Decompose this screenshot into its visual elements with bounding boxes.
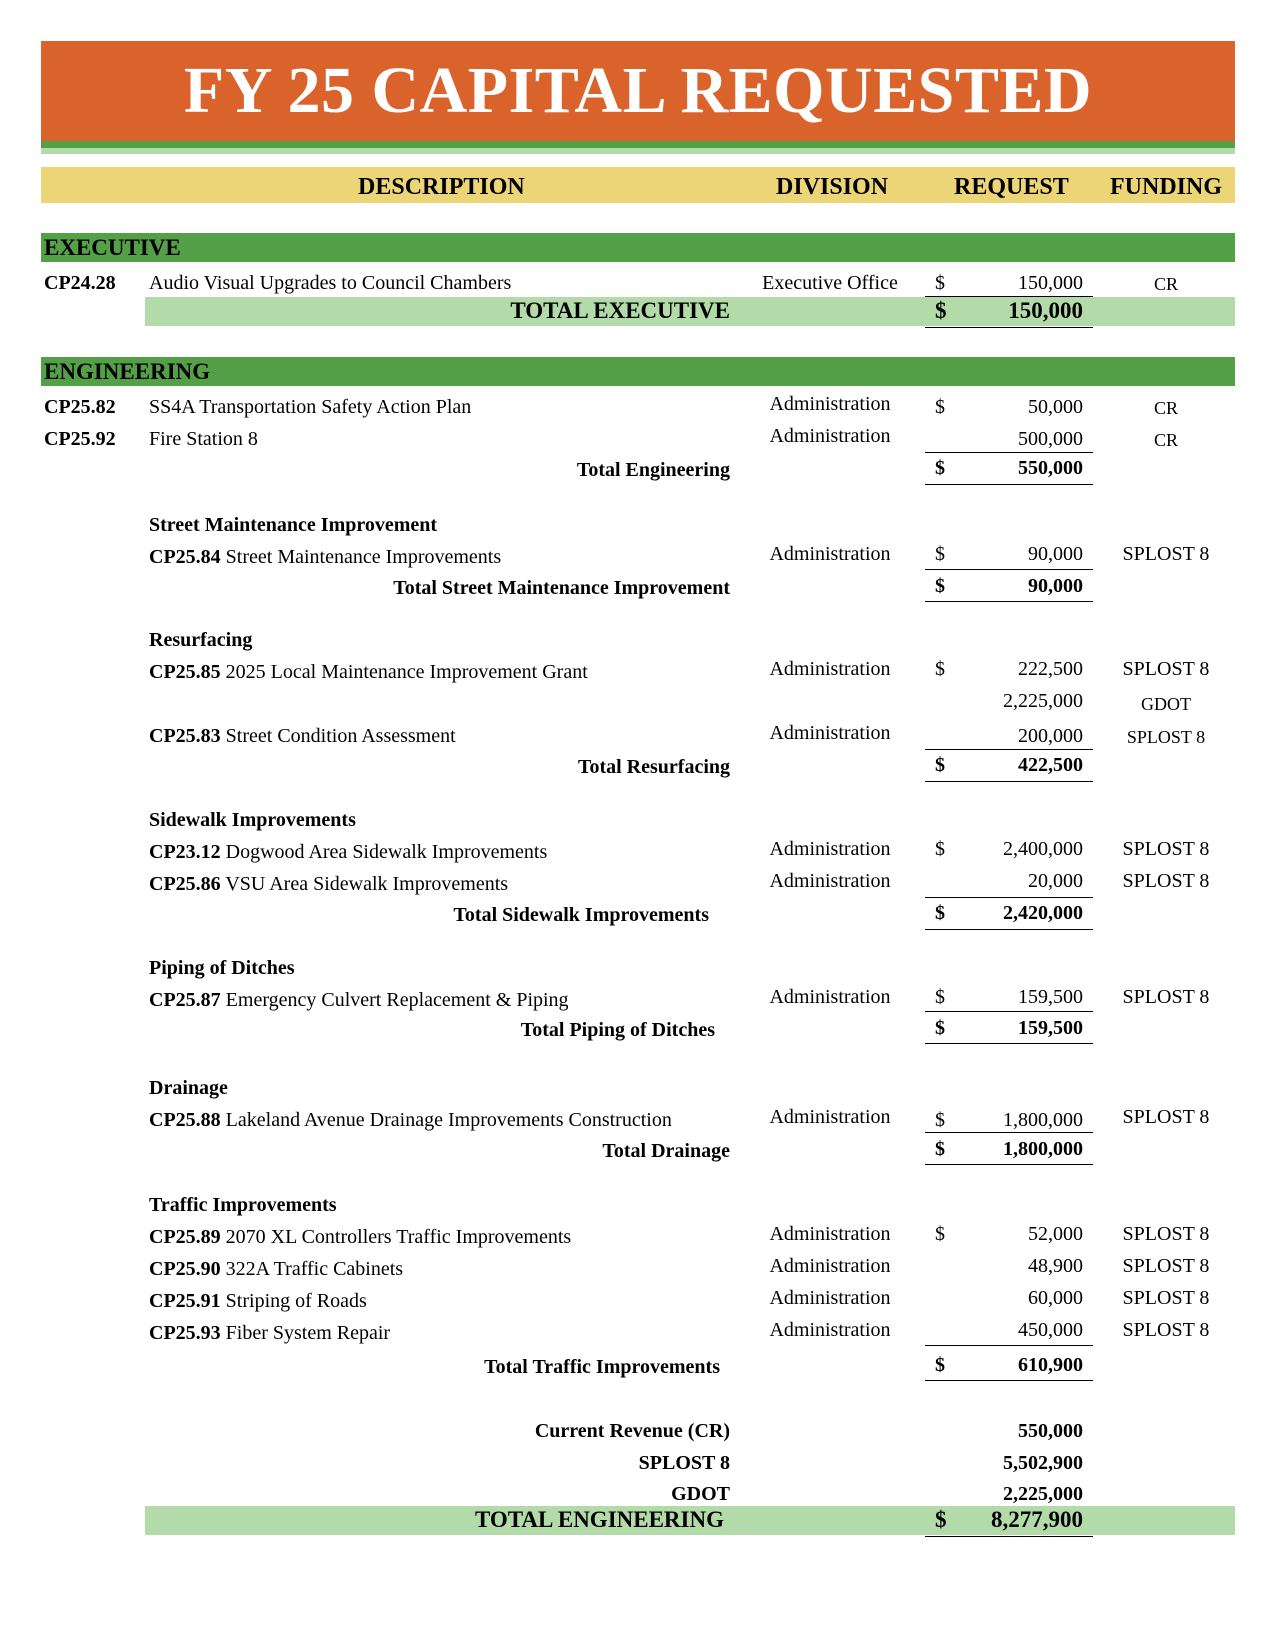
request-amount: 2,225,000 bbox=[1003, 690, 1083, 712]
division: Administration bbox=[769, 1319, 891, 1341]
project-description: SS4A Transportation Safety Action Plan bbox=[149, 396, 472, 418]
dollar-sign: $ bbox=[935, 838, 945, 860]
dollar-sign: $ bbox=[935, 1507, 947, 1532]
division: Administration bbox=[769, 393, 891, 415]
division: Executive Office bbox=[762, 272, 898, 294]
project-code: CP25.92 bbox=[44, 428, 116, 450]
dollar-sign: $ bbox=[935, 1017, 945, 1039]
project-code: CP25.86 bbox=[149, 873, 221, 895]
total-amount-piping: 159,500 bbox=[1018, 1017, 1083, 1039]
funding-summary-amount: 550,000 bbox=[1018, 1420, 1083, 1442]
funding-source: CR bbox=[1153, 430, 1178, 450]
dollar-sign: $ bbox=[935, 1138, 945, 1160]
dollar-sign: $ bbox=[935, 272, 945, 294]
total-amount-resurfacing: 422,500 bbox=[1018, 754, 1083, 776]
project-description: Street Maintenance Improvements bbox=[225, 546, 502, 568]
section-label-executive: EXECUTIVE bbox=[44, 235, 181, 260]
column-header-funding: FUNDING bbox=[1110, 174, 1222, 200]
total-underline bbox=[925, 1164, 1093, 1165]
dollar-sign: $ bbox=[935, 396, 945, 418]
project-description: Striping of Roads bbox=[225, 1290, 367, 1312]
column-header-description: DESCRIPTION bbox=[358, 174, 525, 200]
project-description: Dogwood Area Sidewalk Improvements bbox=[225, 841, 548, 863]
grand-total-amount-engineering: 8,277,900 bbox=[991, 1507, 1083, 1532]
amount-underline bbox=[925, 897, 1093, 898]
dollar-sign: $ bbox=[935, 986, 945, 1008]
division: Administration bbox=[769, 1223, 891, 1245]
funding-source: SPLOST 8 bbox=[1122, 1255, 1210, 1277]
request-amount: 50,000 bbox=[1028, 396, 1083, 418]
subsection-heading-street-maintenance: Street Maintenance Improvement bbox=[149, 514, 438, 536]
dollar-sign: $ bbox=[935, 1354, 945, 1376]
project-description: Emergency Culvert Replacement & Piping bbox=[225, 989, 569, 1011]
funding-source: SPLOST 8 bbox=[1122, 1223, 1210, 1245]
total-underline bbox=[925, 781, 1093, 782]
section-bar-engineering bbox=[41, 357, 1235, 386]
total-amount-street-maintenance: 90,000 bbox=[1028, 575, 1083, 597]
amount-underline bbox=[925, 452, 1093, 453]
funding-source: SPLOST 8 bbox=[1122, 1287, 1210, 1309]
division: Administration bbox=[769, 658, 891, 680]
funding-source: CR bbox=[1153, 398, 1178, 418]
project-code: CP25.85 bbox=[149, 661, 221, 683]
total-amount-sidewalk: 2,420,000 bbox=[1003, 902, 1083, 924]
total-label-piping: Total Piping of Ditches bbox=[520, 1019, 715, 1041]
total-label-traffic: Total Traffic Improvements bbox=[484, 1356, 720, 1378]
request-amount: 2,400,000 bbox=[1003, 838, 1083, 860]
request-amount: 52,000 bbox=[1028, 1223, 1083, 1245]
request-amount: 48,900 bbox=[1028, 1255, 1083, 1277]
project-code: CP25.90 bbox=[149, 1258, 221, 1280]
project-code: CP25.91 bbox=[149, 1290, 221, 1312]
total-underline bbox=[925, 929, 1093, 930]
dollar-sign: $ bbox=[935, 575, 945, 597]
total-amount-drainage: 1,800,000 bbox=[1003, 1138, 1083, 1160]
request-amount: 500,000 bbox=[1018, 428, 1083, 450]
column-header-division: DIVISION bbox=[776, 174, 889, 200]
subsection-heading-resurfacing: Resurfacing bbox=[149, 629, 253, 651]
dollar-sign: $ bbox=[935, 543, 945, 565]
total-label-sidewalk: Total Sidewalk Improvements bbox=[453, 904, 709, 926]
total-amount-executive: 150,000 bbox=[1008, 298, 1083, 323]
grand-total-label-engineering: TOTAL ENGINEERING bbox=[474, 1507, 724, 1532]
project-description: Fiber System Repair bbox=[225, 1322, 391, 1344]
dollar-sign: $ bbox=[935, 658, 945, 680]
dollar-sign: $ bbox=[935, 1223, 945, 1245]
project-code: CP25.89 bbox=[149, 1226, 221, 1248]
funding-source: SPLOST 8 bbox=[1122, 986, 1210, 1008]
total-underline bbox=[925, 1536, 1093, 1537]
total-label-engineering: Total Engineering bbox=[576, 459, 730, 481]
request-amount: 1,800,000 bbox=[1003, 1109, 1083, 1131]
funding-source: SPLOST 8 bbox=[1122, 1106, 1210, 1128]
request-amount: 20,000 bbox=[1028, 870, 1083, 892]
request-amount: 222,500 bbox=[1018, 658, 1083, 680]
banner-stripe-dark bbox=[41, 141, 1235, 148]
project-code: CP25.84 bbox=[149, 546, 221, 568]
project-description: VSU Area Sidewalk Improvements bbox=[225, 873, 509, 895]
project-code: CP25.82 bbox=[44, 396, 116, 418]
project-description: 2025 Local Maintenance Improvement Grant bbox=[225, 661, 588, 683]
column-header-request: REQUEST bbox=[954, 174, 1069, 200]
total-label-street-maintenance: Total Street Maintenance Improvement bbox=[393, 577, 730, 599]
amount-underline bbox=[925, 1011, 1093, 1012]
funding-source: SPLOST 8 bbox=[1122, 658, 1210, 680]
amount-underline bbox=[925, 1345, 1093, 1346]
dollar-sign: $ bbox=[935, 1109, 945, 1131]
project-description: 2070 XL Controllers Traffic Improvements bbox=[225, 1226, 572, 1248]
total-label-executive: TOTAL EXECUTIVE bbox=[510, 298, 730, 323]
division: Administration bbox=[769, 543, 891, 565]
division: Administration bbox=[769, 1287, 891, 1309]
total-underline bbox=[925, 601, 1093, 602]
project-code: CP25.87 bbox=[149, 989, 221, 1011]
funding-source: SPLOST 8 bbox=[1126, 727, 1206, 747]
division: Administration bbox=[769, 1255, 891, 1277]
funding-source: SPLOST 8 bbox=[1122, 870, 1210, 892]
division: Administration bbox=[769, 838, 891, 860]
subsection-heading-traffic: Traffic Improvements bbox=[149, 1194, 337, 1216]
funding-summary-label: GDOT bbox=[671, 1483, 730, 1505]
total-label-drainage: Total Drainage bbox=[602, 1140, 730, 1162]
total-amount-traffic: 610,900 bbox=[1018, 1354, 1083, 1376]
project-code: CP25.88 bbox=[149, 1109, 221, 1131]
total-underline bbox=[925, 484, 1093, 485]
project-description: Audio Visual Upgrades to Council Chambers bbox=[149, 272, 512, 294]
project-description: Street Condition Assessment bbox=[225, 725, 456, 747]
funding-source: CR bbox=[1153, 274, 1178, 294]
total-underline bbox=[925, 1043, 1093, 1044]
dollar-sign: $ bbox=[935, 298, 947, 323]
request-amount: 159,500 bbox=[1018, 986, 1083, 1008]
page-title: FY 25 CAPITAL REQUESTED bbox=[183, 54, 1093, 127]
project-description: 322A Traffic Cabinets bbox=[225, 1258, 404, 1280]
total-underline bbox=[925, 327, 1093, 328]
dollar-sign: $ bbox=[935, 457, 945, 479]
subsection-heading-drainage: Drainage bbox=[149, 1077, 228, 1099]
funding-summary-label: SPLOST 8 bbox=[638, 1452, 730, 1474]
funding-source: GDOT bbox=[1141, 694, 1191, 714]
funding-source: SPLOST 8 bbox=[1122, 838, 1210, 860]
funding-summary-amount: 5,502,900 bbox=[1003, 1452, 1083, 1474]
funding-source: SPLOST 8 bbox=[1122, 1319, 1210, 1341]
total-amount-engineering: 550,000 bbox=[1018, 457, 1083, 479]
division: Administration bbox=[769, 986, 891, 1008]
amount-underline bbox=[925, 1132, 1093, 1133]
project-code: CP23.12 bbox=[149, 841, 221, 863]
division: Administration bbox=[769, 425, 891, 447]
project-code: CP25.83 bbox=[149, 725, 221, 747]
request-amount: 450,000 bbox=[1018, 1319, 1083, 1341]
project-code: CP25.93 bbox=[149, 1322, 221, 1344]
request-amount: 60,000 bbox=[1028, 1287, 1083, 1309]
banner-stripe-light bbox=[41, 148, 1235, 154]
section-bar-executive bbox=[41, 233, 1235, 262]
amount-underline bbox=[925, 569, 1093, 570]
total-underline bbox=[925, 1380, 1093, 1381]
funding-summary-label: Current Revenue (CR) bbox=[534, 1420, 730, 1442]
dollar-sign: $ bbox=[935, 754, 945, 776]
division: Administration bbox=[769, 870, 891, 892]
request-amount: 200,000 bbox=[1018, 725, 1083, 747]
project-description: Fire Station 8 bbox=[149, 428, 258, 450]
project-description: Lakeland Avenue Drainage Improvements Construction bbox=[225, 1109, 672, 1131]
funding-summary-amount: 2,225,000 bbox=[1003, 1483, 1083, 1505]
subsection-heading-piping: Piping of Ditches bbox=[149, 957, 295, 979]
division: Administration bbox=[769, 722, 891, 744]
request-amount: 150,000 bbox=[1018, 272, 1083, 294]
division: Administration bbox=[769, 1106, 891, 1128]
total-label-resurfacing: Total Resurfacing bbox=[577, 756, 730, 778]
subsection-heading-sidewalk: Sidewalk Improvements bbox=[149, 809, 356, 831]
dollar-sign: $ bbox=[935, 902, 945, 924]
request-amount: 90,000 bbox=[1028, 543, 1083, 565]
project-code: CP24.28 bbox=[44, 272, 116, 294]
section-label-engineering: ENGINEERING bbox=[44, 359, 211, 384]
amount-underline bbox=[925, 749, 1093, 750]
funding-source: SPLOST 8 bbox=[1122, 543, 1210, 565]
